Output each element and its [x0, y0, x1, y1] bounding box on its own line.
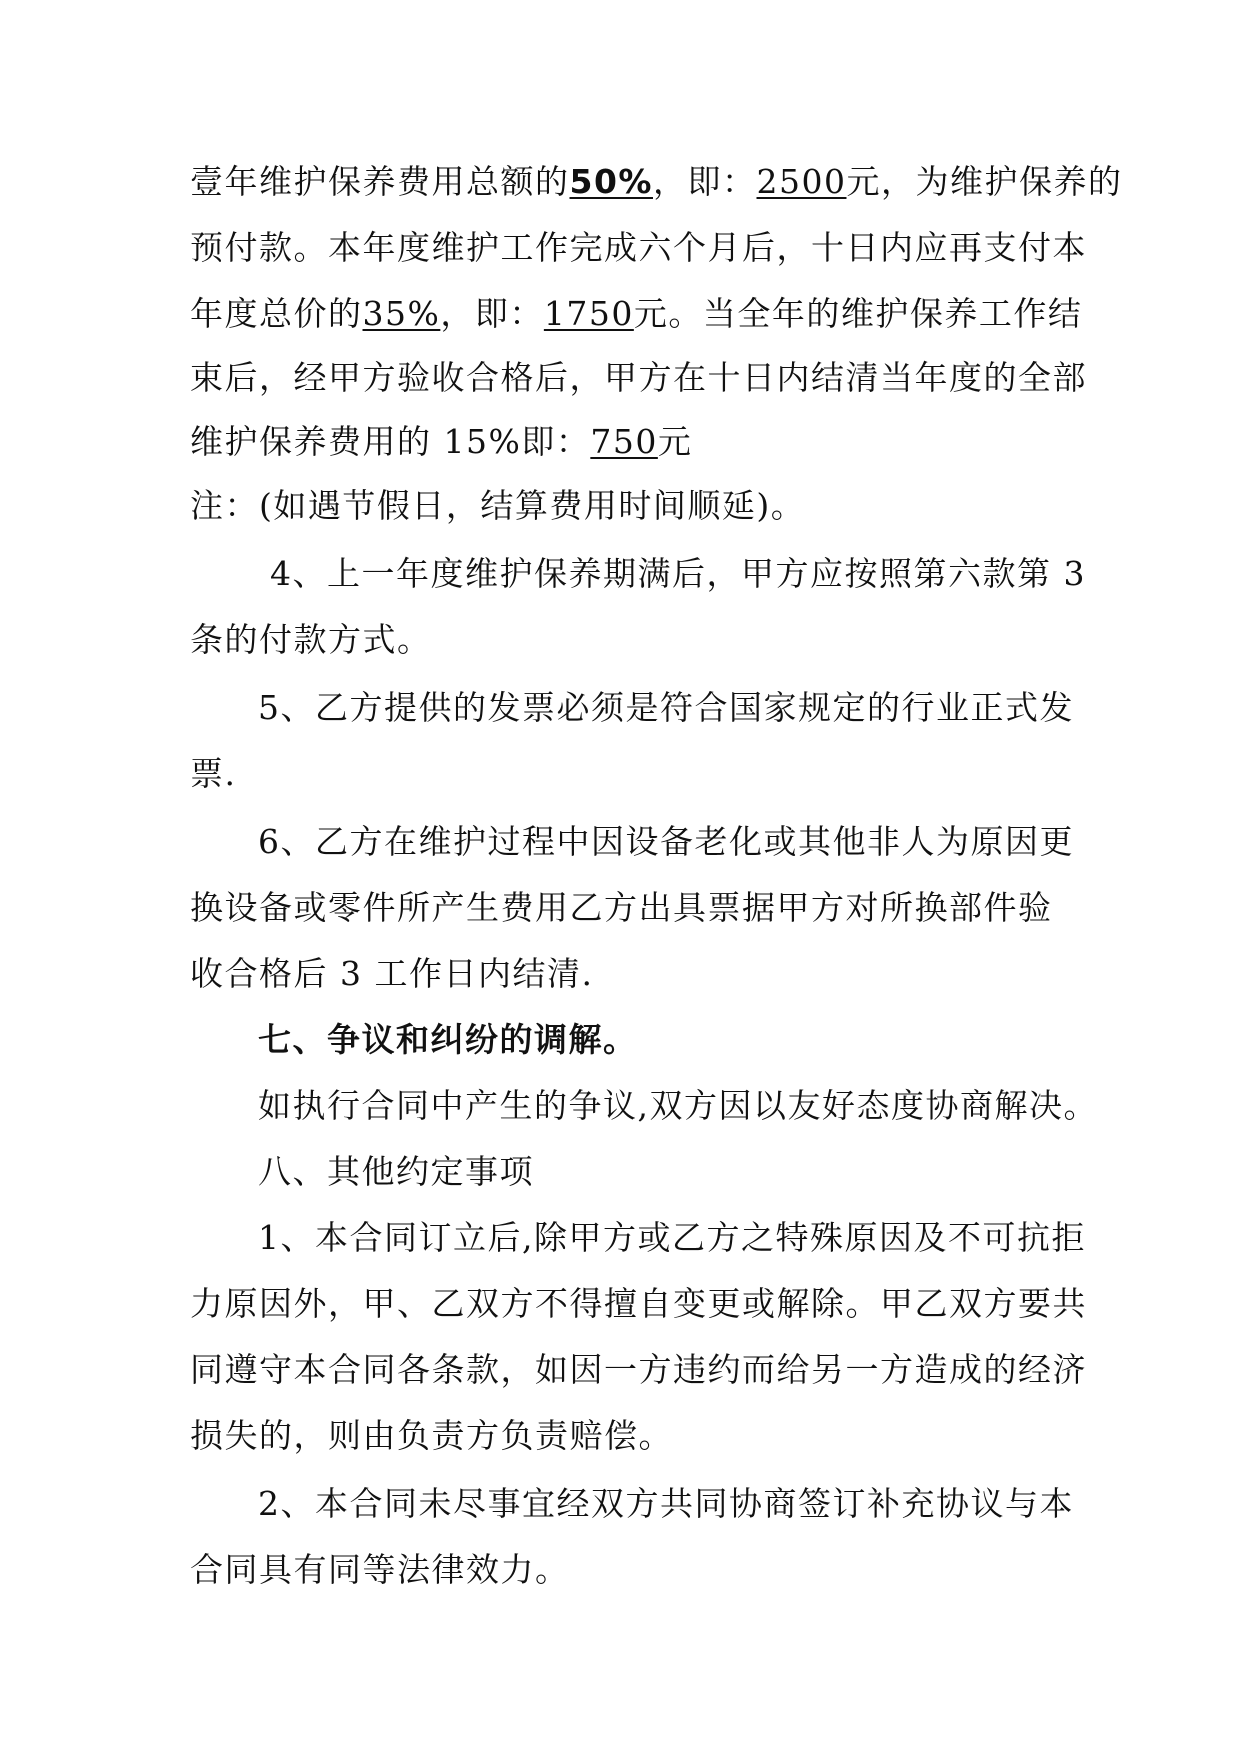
payment-line-1 [190, 160, 1122, 204]
amount-value: 750 [590, 422, 658, 461]
section-8-item-1-line-2: 力原因外，甲、乙双方不得擅自变更或解除。甲乙双方要共 [190, 1284, 1087, 1323]
text: ，即： [440, 294, 544, 333]
text: 年度总价的 [190, 294, 363, 333]
payment-note: 注：(如遇节假日，结算费用时间顺延)。 [190, 486, 806, 525]
text: 元。当全年的维护保养工作结 [633, 294, 1083, 333]
section-8-title: 八、其他约定事项 [258, 1152, 534, 1191]
item-4-line-1: 4、上一年度维护保养期满后，甲方应按照第六款第 3 [270, 554, 1086, 593]
item-6-line-2: 换设备或零件所产生费用乙方出具票据甲方对所换部件验 [190, 888, 1053, 927]
item-6-line-1: 6、乙方在维护过程中因设备老化或其他非人为原因更 [258, 822, 1074, 861]
payment-line-5 [190, 420, 692, 464]
payment-line-2: 预付款。本年度维护工作完成六个月后，十日内应再支付本 [190, 228, 1087, 267]
percent-value: 50% [569, 162, 653, 201]
text: 元，为维护保养的 [846, 162, 1123, 201]
item-6-line-3: 收合格后 3 工作日内结清. [190, 954, 594, 993]
amount-value: 1750 [543, 294, 634, 333]
text: 元 [657, 422, 693, 461]
item-5-line-2: 票. [190, 754, 237, 793]
amount-value: 2500 [756, 162, 847, 201]
section-8-item-1-line-3: 同遵守本合同各条款，如因一方违约而给另一方造成的经济 [190, 1350, 1087, 1389]
payment-line-4: 束后，经甲方验收合格后，甲方在十日内结清当年度的全部 [190, 358, 1087, 397]
section-8-item-1-line-4: 损失的，则由负责方负责赔偿。 [190, 1416, 673, 1455]
item-4-line-2: 条的付款方式。 [190, 620, 432, 659]
section-7-body: 如执行合同中产生的争议,双方因以友好态度协商解决。 [258, 1086, 1098, 1125]
text: 维护保养费用的 15%即： [190, 422, 591, 461]
percent-value: 35% [362, 294, 441, 333]
payment-line-3 [190, 292, 1082, 336]
item-5-line-1: 5、乙方提供的发票必须是符合国家规定的行业正式发 [258, 688, 1074, 727]
text: 壹年维护保养费用总额的 [190, 162, 570, 201]
text: ，即： [653, 162, 757, 201]
section-8-item-2-line-2: 合同具有同等法律效力。 [190, 1550, 570, 1589]
section-8-item-2-line-1: 2、本合同未尽事宜经双方共同协商签订补充协议与本 [258, 1484, 1074, 1523]
section-7-title: 七、争议和纠纷的调解。 [258, 1020, 638, 1059]
section-8-item-1-line-1: 1、本合同订立后,除甲方或乙方之特殊原因及不可抗拒 [258, 1218, 1086, 1257]
